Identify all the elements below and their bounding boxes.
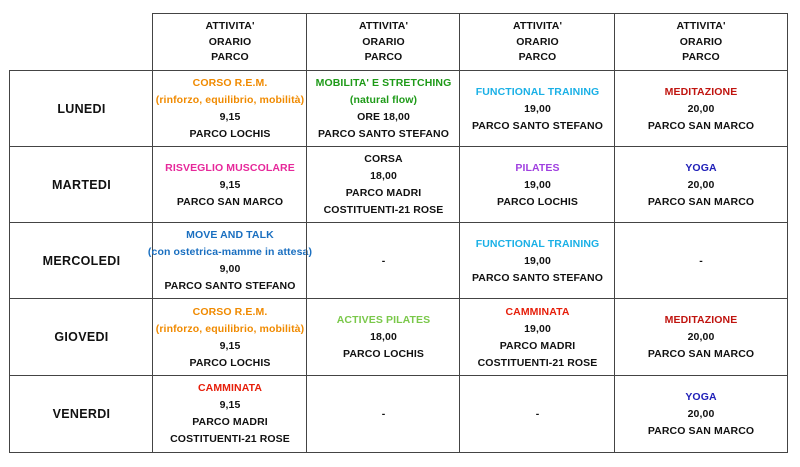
header-cell	[459, 13, 615, 71]
day-label: LUNEDI	[57, 101, 106, 116]
park-name: COSTITUENTI-21 ROSE	[323, 204, 444, 216]
activity-time: 20,00	[687, 331, 715, 343]
day-label-cell	[9, 222, 153, 299]
park-name: PARCO LOCHIS	[497, 195, 578, 208]
header-label: ORARIO	[516, 35, 559, 48]
park-name: COSTITUENTI-21 ROSE	[477, 356, 598, 369]
activity-time: 19,00	[524, 322, 551, 335]
schedule-cell	[614, 222, 788, 299]
schedule-cell	[306, 222, 460, 299]
schedule-cell	[152, 70, 307, 147]
park-name: PARCO LOCHIS	[189, 128, 271, 140]
day-label-cell	[9, 298, 153, 376]
activity-note: (con ostetrica-mamme in attesa)	[147, 246, 313, 258]
schedule-cell	[459, 70, 615, 147]
schedule-cell	[614, 298, 788, 376]
schedule-cell	[614, 375, 788, 453]
header-label: ATTIVITA'	[512, 20, 563, 33]
activity-name: MEDITAZIONE	[664, 85, 738, 98]
schedule-cell	[152, 298, 307, 376]
header-cell	[152, 13, 307, 71]
activity-time: 19,00	[524, 254, 551, 267]
activity-time: 9,00	[219, 263, 241, 275]
schedule-cell	[152, 375, 307, 453]
day-label-cell	[9, 375, 153, 453]
schedule-cell	[459, 146, 615, 223]
activity-time: 19,00	[524, 102, 551, 115]
park-name: PARCO SAN MARCO	[647, 424, 755, 437]
activity-name: CORSA	[364, 153, 403, 165]
header-label: ATTIVITA'	[676, 20, 726, 33]
activity-name: CAMMINATA	[197, 382, 263, 394]
activity-time: ORE 18,00	[357, 111, 410, 123]
day-label: MARTEDI	[51, 177, 112, 192]
activity-time: 9,15	[219, 111, 241, 123]
schedule-cell	[306, 298, 460, 376]
activity-time: 9,15	[219, 399, 241, 411]
park-name: PARCO SANTO STEFANO	[317, 128, 450, 140]
day-label: VENERDI	[52, 406, 111, 421]
schedule-cell	[306, 375, 460, 453]
park-name: PARCO LOCHIS	[343, 348, 424, 360]
activity-time: 20,00	[687, 407, 715, 420]
park-name: PARCO SAN MARCO	[647, 119, 755, 132]
activity-name: PILATES	[515, 161, 560, 174]
activity-name: MEDITAZIONE	[664, 314, 738, 326]
day-label: GIOVEDI	[54, 330, 109, 344]
day-label-cell	[9, 146, 153, 223]
schedule-cell	[459, 375, 615, 453]
activity-name: CORSO R.E.M.	[192, 305, 268, 318]
header-label: ATTIVITA'	[358, 20, 409, 33]
activity-name: FUNCTIONAL TRAINING	[475, 85, 600, 98]
header-label: PARCO	[364, 51, 403, 64]
activity-name: MOVE AND TALK	[186, 229, 274, 241]
schedule-cell	[306, 146, 460, 223]
header-label: PARCO	[682, 51, 720, 64]
activity-time: 18,00	[370, 331, 397, 343]
park-name: COSTITUENTI-21 ROSE	[170, 433, 290, 445]
park-name: PARCO MADRI	[192, 416, 268, 428]
activity-name: RISVEGLIO MUSCOLARE	[165, 161, 295, 174]
schedule-cell	[614, 70, 788, 147]
header-label: PARCO	[518, 51, 557, 64]
activity-name: MOBILITA' E STRETCHING	[315, 77, 452, 89]
activity-note: (natural flow)	[349, 94, 418, 106]
activity-name: YOGA	[685, 390, 717, 403]
schedule-cell	[459, 298, 615, 376]
schedule-cell	[459, 222, 615, 299]
activity-time: 20,00	[687, 178, 715, 191]
activity-note: (rinforzo, equilibrio, mobilità)	[155, 322, 305, 335]
header-cell	[614, 13, 788, 71]
activity-name: YOGA	[685, 161, 717, 174]
park-name: PARCO SAN MARCO	[647, 195, 755, 208]
header-label: ORARIO	[679, 35, 723, 48]
activity-name: ACTIVES PILATES	[336, 314, 431, 326]
activity-note: (rinforzo, equilibrio, mobilità)	[155, 94, 305, 106]
empty-marker: -	[699, 254, 703, 267]
park-name: PARCO SANTO STEFANO	[471, 271, 604, 284]
activity-time: 9,15	[219, 178, 241, 191]
activity-name: FUNCTIONAL TRAINING	[475, 237, 600, 250]
header-cell	[306, 13, 460, 71]
schedule-cell	[152, 146, 307, 223]
activity-time: 20,00	[687, 102, 715, 115]
header-label: ORARIO	[208, 35, 252, 48]
park-name: PARCO MADRI	[345, 187, 422, 199]
header-label: PARCO	[211, 51, 249, 64]
park-name: PARCO SANTO STEFANO	[164, 280, 296, 292]
schedule-cell	[614, 146, 788, 223]
park-name: PARCO SAN MARCO	[647, 348, 755, 360]
park-name: PARCO LOCHIS	[189, 356, 271, 369]
empty-marker: -	[381, 254, 386, 267]
activity-time: 19,00	[524, 178, 551, 191]
empty-marker: -	[535, 407, 540, 420]
activity-name: CAMMINATA	[505, 305, 570, 318]
schedule-cell	[147, 222, 313, 299]
header-label: ATTIVITA'	[205, 20, 255, 33]
park-name: PARCO SAN MARCO	[176, 195, 284, 208]
activity-name: CORSO R.E.M.	[192, 77, 268, 89]
park-name: PARCO MADRI	[499, 339, 576, 352]
day-label-cell	[9, 70, 153, 147]
header-label: ORARIO	[362, 35, 405, 48]
schedule-cell	[306, 70, 460, 147]
activity-time: 18,00	[370, 170, 397, 182]
day-label: MERCOLEDI	[42, 253, 121, 268]
empty-marker: -	[381, 407, 386, 420]
activity-time: 9,15	[219, 339, 241, 352]
park-name: PARCO SANTO STEFANO	[471, 119, 604, 132]
